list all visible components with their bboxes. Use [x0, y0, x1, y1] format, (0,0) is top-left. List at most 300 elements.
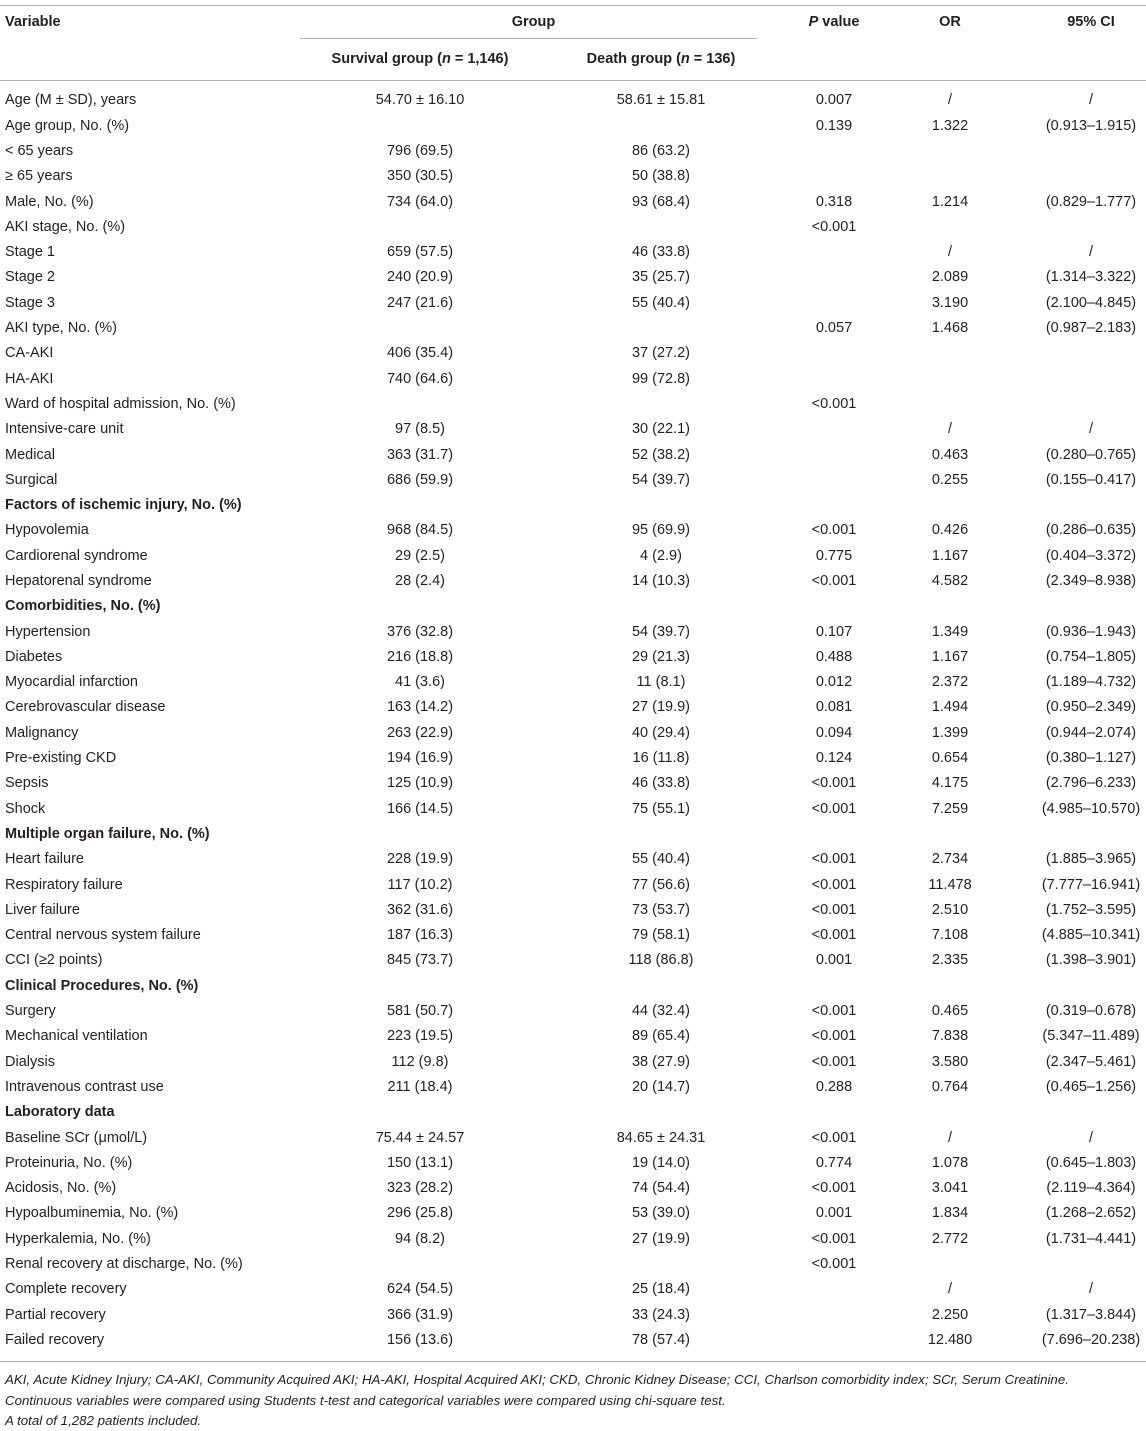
p-value-cell: <0.001	[811, 1129, 857, 1146]
survival-cell: 296 (25.8)	[386, 1205, 454, 1222]
variable-cell: Mechanical ventilation	[5, 1028, 148, 1045]
table-row	[0, 695, 1146, 720]
ci-cell: (0.936–1.943)	[1045, 623, 1137, 640]
survival-cell: 166 (14.5)	[386, 800, 454, 817]
p-value-cell: 0.139	[815, 117, 853, 134]
or-cell: 0.654	[931, 750, 969, 767]
survival-cell: 406 (35.4)	[386, 345, 454, 362]
p-value-cell	[782, 164, 886, 189]
variable-cell: Age group, No. (%)	[5, 117, 130, 134]
p-value-cell: 0.488	[815, 648, 853, 665]
table-row	[0, 443, 1146, 468]
or-cell: 11.478	[928, 876, 972, 893]
section-row	[0, 822, 1146, 847]
table-row	[0, 1328, 1146, 1353]
n-symbol: n	[680, 51, 690, 67]
variable-header: Variable	[5, 14, 61, 30]
variable-cell: Sepsis	[5, 775, 49, 792]
p-value-cell: 0.774	[815, 1154, 853, 1171]
footnote-abbreviations: AKI, Acute Kidney Injury; CA-AKI, Community Acquired AKI; HA-AKI, Hospital Acquired AKI; CKD, Chronic Kidney Disease; CCI, Charlson comorbidity index; SCr, Serum Creatinine.	[5, 1372, 1069, 1387]
table-top-rule	[0, 5, 1146, 6]
survival-cell: 75.44 ± 24.57	[375, 1129, 465, 1146]
survival-cell: 686 (59.9)	[386, 471, 454, 488]
or-header: OR	[939, 14, 961, 30]
ci-cell	[1014, 215, 1146, 240]
death-cell	[540, 1252, 782, 1277]
table-row	[0, 1075, 1146, 1100]
survival-cell: 112 (9.8)	[391, 1053, 449, 1070]
death-cell: 35 (25.7)	[631, 269, 691, 286]
p-value-cell: <0.001	[811, 395, 857, 412]
variable-cell: Surgery	[5, 1003, 56, 1020]
p-value-cell: <0.001	[811, 1256, 857, 1272]
death-cell: 84.65 ± 24.31	[616, 1129, 706, 1146]
death-cell: 78 (57.4)	[631, 1331, 691, 1348]
death-cell	[540, 316, 782, 341]
ci-cell: (2.796–6.233)	[1045, 775, 1137, 792]
table-row	[0, 240, 1146, 265]
variable-cell: Myocardial infarction	[5, 674, 138, 691]
table-row	[0, 265, 1146, 290]
p-value-cell: <0.001	[811, 876, 857, 893]
death-cell: 86 (63.2)	[631, 142, 691, 159]
footnote-methods: Continuous variables were compared using Students t-test and categorical variables were compared using chi-square test.	[5, 1392, 726, 1408]
death-cell: 44 (32.4)	[631, 1003, 691, 1020]
or-cell: 3.190	[931, 294, 969, 311]
survival-cell: 29 (2.5)	[395, 547, 445, 564]
table-row	[0, 190, 1146, 215]
variable-cell: Cerebrovascular disease	[5, 699, 166, 716]
table-row	[0, 1252, 1146, 1277]
survival-cell: 94 (8.2)	[395, 1230, 445, 1247]
variable-cell: CCI (≥2 points)	[5, 952, 103, 969]
survival-cell: 240 (20.9)	[386, 269, 454, 286]
table-row	[0, 898, 1146, 923]
or-cell: 0.465	[931, 1003, 969, 1020]
death-group-label: Death group (	[586, 51, 681, 67]
or-cell	[886, 164, 1014, 189]
ci-cell: (1.317–3.844)	[1045, 1306, 1137, 1323]
table-row	[0, 291, 1146, 316]
table-row	[0, 569, 1146, 594]
table-row	[0, 1024, 1146, 1049]
survival-cell: 156 (13.6)	[386, 1331, 454, 1348]
ci-cell	[1014, 392, 1146, 417]
variable-cell: AKI stage, No. (%)	[5, 218, 126, 235]
death-cell: 27 (19.9)	[631, 1230, 691, 1247]
death-cell	[540, 215, 782, 240]
variable-cell: Hyperkalemia, No. (%)	[5, 1230, 151, 1247]
table-row	[0, 139, 1146, 164]
table-row	[0, 645, 1146, 670]
or-cell: 2.772	[931, 1230, 969, 1247]
ci-cell: (0.286–0.635)	[1045, 522, 1137, 539]
p-value-cell	[782, 1277, 886, 1302]
survival-cell: 194 (16.9)	[386, 750, 454, 767]
section-heading: Factors of ischemic injury, No. (%)	[5, 497, 242, 514]
or-cell: 7.259	[931, 800, 969, 817]
table-row	[0, 721, 1146, 746]
ci-cell: /	[1088, 244, 1094, 261]
p-value-cell: 0.012	[815, 674, 853, 691]
survival-cell: 117 (10.2)	[387, 876, 453, 893]
variable-cell: Ward of hospital admission, No. (%)	[5, 395, 236, 412]
survival-cell: 363 (31.7)	[386, 446, 454, 463]
survival-cell: 362 (31.6)	[386, 901, 454, 918]
p-value-label: value	[818, 14, 860, 30]
or-cell: 1.322	[931, 117, 969, 134]
table-row	[0, 316, 1146, 341]
table-bottom-rule	[0, 1361, 1146, 1362]
header-bottom-rule	[0, 80, 1146, 81]
survival-cell: 366 (31.9)	[386, 1306, 454, 1323]
table-row	[0, 215, 1146, 240]
table-row	[0, 771, 1146, 796]
death-cell: 33 (24.3)	[631, 1306, 691, 1323]
n-symbol: n	[441, 51, 451, 67]
table-row	[0, 873, 1146, 898]
death-cell: 52 (38.2)	[631, 446, 691, 463]
ci-cell: (0.829–1.777)	[1045, 193, 1137, 210]
p-value-cell	[782, 1328, 886, 1353]
variable-cell: Medical	[5, 446, 55, 463]
ci-cell: (1.268–2.652)	[1045, 1205, 1137, 1222]
or-cell: 2.510	[931, 901, 969, 918]
or-cell: 4.175	[931, 775, 969, 792]
survival-cell: 968 (84.5)	[386, 522, 454, 539]
ci-cell: /	[1088, 92, 1094, 109]
ci-cell: (1.752–3.595)	[1045, 901, 1137, 918]
death-cell: 73 (53.7)	[631, 901, 691, 918]
survival-cell	[300, 392, 540, 417]
p-value-cell: 0.057	[815, 320, 853, 337]
survival-cell: 624 (54.5)	[386, 1281, 454, 1298]
death-cell: 55 (40.4)	[631, 294, 691, 311]
variable-cell: Heart failure	[5, 851, 84, 868]
p-value-cell: <0.001	[811, 218, 857, 235]
ci-cell: (2.119–4.364)	[1046, 1180, 1136, 1197]
ci-cell: (4.885–10.341)	[1041, 927, 1141, 944]
p-value-cell	[782, 341, 886, 366]
or-cell: /	[947, 244, 953, 261]
variable-cell: Age (M ± SD), years	[5, 92, 137, 109]
table-row	[0, 417, 1146, 442]
death-cell: 20 (14.7)	[631, 1078, 691, 1095]
p-value-cell	[782, 240, 886, 265]
or-cell: 2.250	[931, 1306, 969, 1323]
ci-cell: (7.696–20.238)	[1041, 1331, 1141, 1348]
death-cell: 38 (27.9)	[631, 1053, 691, 1070]
survival-cell: 41 (3.6)	[395, 674, 445, 691]
ci-cell	[1014, 164, 1146, 189]
ci-cell: (0.645–1.803)	[1045, 1154, 1137, 1171]
or-cell: /	[947, 92, 953, 109]
death-cell: 118 (86.8)	[628, 952, 694, 969]
survival-cell: 216 (18.8)	[386, 648, 454, 665]
ci-cell: /	[1088, 421, 1094, 438]
variable-cell: HA-AKI	[5, 370, 54, 387]
variable-cell: Hypertension	[5, 623, 91, 640]
death-cell: 93 (68.4)	[631, 193, 691, 210]
death-cell: 74 (54.4)	[631, 1180, 691, 1197]
variable-cell: Dialysis	[5, 1053, 55, 1070]
survival-cell: 163 (14.2)	[386, 699, 454, 716]
or-cell	[886, 341, 1014, 366]
survival-cell: 350 (30.5)	[386, 168, 454, 185]
death-cell: 53 (39.0)	[631, 1205, 691, 1222]
death-cell: 4 (2.9)	[640, 547, 682, 564]
or-cell: 7.108	[931, 927, 969, 944]
death-cell: 54 (39.7)	[631, 623, 691, 640]
or-cell: 2.372	[931, 674, 969, 691]
table-row	[0, 1303, 1146, 1328]
p-value-cell: <0.001	[811, 1003, 857, 1020]
p-value-cell: <0.001	[811, 851, 857, 868]
variable-cell: Partial recovery	[5, 1306, 106, 1323]
survival-cell: 211 (18.4)	[387, 1078, 453, 1095]
ci-cell: (0.950–2.349)	[1045, 699, 1137, 716]
or-cell: 1.468	[931, 320, 969, 337]
ci-cell: (0.913–1.915)	[1045, 117, 1137, 134]
table-body	[0, 88, 1146, 1353]
table-row	[0, 544, 1146, 569]
ci-cell	[1014, 367, 1146, 392]
section-heading: Multiple organ failure, No. (%)	[5, 825, 210, 842]
survival-cell: 734 (64.0)	[386, 193, 454, 210]
variable-cell: Stage 3	[5, 294, 55, 311]
or-cell: 4.582	[931, 572, 969, 589]
survival-cell: 125 (10.9)	[386, 775, 454, 792]
ci-cell: (5.347–11.489)	[1042, 1028, 1140, 1045]
table-row	[0, 948, 1146, 973]
ci-cell: (1.398–3.901)	[1045, 952, 1137, 969]
p-value-cell	[782, 265, 886, 290]
p-value-cell	[782, 417, 886, 442]
death-cell: 14 (10.3)	[631, 572, 691, 589]
p-value-cell	[782, 291, 886, 316]
survival-cell: 376 (32.8)	[386, 623, 454, 640]
survival-cell: 581 (50.7)	[386, 1003, 454, 1020]
table-row	[0, 367, 1146, 392]
ci-cell: /	[1088, 1281, 1094, 1298]
variable-cell: Respiratory failure	[5, 876, 123, 893]
survival-cell: 323 (28.2)	[386, 1180, 454, 1197]
survival-cell: 659 (57.5)	[386, 244, 454, 261]
death-cell	[540, 392, 782, 417]
ci-header: 95% CI	[1067, 14, 1115, 30]
p-value-cell	[782, 443, 886, 468]
death-cell: 25 (18.4)	[631, 1281, 691, 1298]
variable-cell: Stage 1	[5, 244, 55, 261]
table-footnotes	[5, 1370, 1069, 1431]
or-cell	[886, 367, 1014, 392]
survival-cell	[300, 316, 540, 341]
ci-cell	[1014, 341, 1146, 366]
variable-cell: < 65 years	[5, 142, 74, 159]
ci-cell: (0.944–2.074)	[1045, 724, 1137, 741]
variable-cell: Failed recovery	[5, 1331, 105, 1348]
death-cell: 19 (14.0)	[631, 1154, 691, 1171]
survival-cell: 187 (16.3)	[386, 927, 454, 944]
p-value-cell: 0.001	[815, 1205, 853, 1222]
or-cell: 0.426	[931, 522, 969, 539]
death-cell: 77 (56.6)	[631, 876, 691, 893]
death-cell: 55 (40.4)	[631, 851, 691, 868]
death-cell: 95 (69.9)	[631, 522, 691, 539]
variable-cell: Hypovolemia	[5, 522, 89, 539]
table-row	[0, 1277, 1146, 1302]
or-cell: 3.041	[931, 1180, 969, 1197]
variable-cell: Pre-existing CKD	[5, 750, 117, 767]
or-cell: 2.734	[931, 851, 969, 868]
death-cell: 27 (19.9)	[631, 699, 691, 716]
death-cell: 11 (8.1)	[636, 674, 686, 691]
section-heading: Clinical Procedures, No. (%)	[5, 977, 199, 994]
p-value-cell	[782, 139, 886, 164]
or-cell: 1.167	[931, 648, 969, 665]
variable-cell: AKI type, No. (%)	[5, 320, 118, 337]
or-cell: 1.494	[931, 699, 969, 716]
or-cell	[886, 139, 1014, 164]
table-row	[0, 1176, 1146, 1201]
p-value-cell: <0.001	[811, 1053, 857, 1070]
variable-cell: Renal recovery at discharge, No. (%)	[5, 1256, 243, 1272]
ci-cell: (0.465–1.256)	[1045, 1078, 1137, 1095]
p-value-cell: 0.007	[815, 92, 853, 109]
table-row	[0, 518, 1146, 543]
variable-cell: Shock	[5, 800, 46, 817]
or-cell: 1.167	[931, 547, 969, 564]
variable-cell: Liver failure	[5, 901, 80, 918]
p-value-cell: <0.001	[811, 800, 857, 817]
section-heading: Comorbidities, No. (%)	[5, 598, 161, 615]
table-row	[0, 797, 1146, 822]
death-cell: 37 (27.2)	[631, 345, 691, 362]
ci-cell: /	[1088, 1129, 1094, 1146]
or-cell: /	[947, 1281, 953, 1298]
death-group-count: = 136)	[689, 51, 736, 67]
death-cell: 30 (22.1)	[631, 421, 691, 438]
p-value-cell	[782, 367, 886, 392]
ci-cell: (1.189–4.732)	[1045, 674, 1137, 691]
or-cell: 1.078	[931, 1154, 969, 1171]
or-cell: 12.480	[927, 1331, 973, 1348]
table-row	[0, 746, 1146, 771]
death-group-header	[540, 49, 782, 69]
table-row	[0, 114, 1146, 139]
ci-cell: (0.404–3.372)	[1045, 547, 1137, 564]
survival-cell: 97 (8.5)	[395, 421, 445, 438]
variable-cell: Complete recovery	[5, 1281, 127, 1298]
p-value-header	[782, 12, 886, 32]
ci-cell: (7.777–16.941)	[1041, 876, 1141, 893]
death-cell: 40 (29.4)	[631, 724, 691, 741]
group-header: Group	[511, 14, 556, 30]
ci-cell: (0.380–1.127)	[1045, 750, 1137, 767]
or-cell	[886, 215, 1014, 240]
p-value-cell: 0.288	[815, 1078, 853, 1095]
death-cell	[540, 114, 782, 139]
variable-cell: Diabetes	[5, 648, 63, 665]
variable-cell: Proteinuria, No. (%)	[5, 1154, 133, 1171]
table-row	[0, 1050, 1146, 1075]
p-value-cell: <0.001	[811, 927, 857, 944]
survival-cell	[300, 215, 540, 240]
death-cell: 54 (39.7)	[631, 471, 691, 488]
section-row	[0, 1100, 1146, 1125]
death-cell: 29 (21.3)	[631, 648, 691, 665]
p-value-cell: <0.001	[811, 1028, 857, 1045]
or-cell: 1.399	[931, 724, 969, 741]
death-cell: 50 (38.8)	[631, 168, 691, 185]
p-value-cell: <0.001	[811, 1230, 857, 1247]
table-row	[0, 1151, 1146, 1176]
variable-cell: Central nervous system failure	[5, 927, 201, 944]
ci-cell: (0.754–1.805)	[1045, 648, 1137, 665]
survival-cell: 28 (2.4)	[395, 572, 445, 589]
ci-cell: (0.155–0.417)	[1045, 471, 1137, 488]
variable-cell: Intensive-care unit	[5, 421, 124, 438]
table-row	[0, 847, 1146, 872]
survival-cell: 228 (19.9)	[386, 851, 454, 868]
table-row	[0, 1201, 1146, 1226]
p-value-cell: 0.107	[815, 623, 853, 640]
survival-cell: 247 (21.6)	[386, 294, 454, 311]
variable-cell: ≥ 65 years	[5, 168, 73, 185]
table-row	[0, 392, 1146, 417]
ci-cell: (1.314–3.322)	[1045, 269, 1137, 286]
death-cell: 79 (58.1)	[631, 927, 691, 944]
survival-group-label: Survival group (	[331, 51, 442, 67]
survival-group-count: = 1,146)	[450, 51, 509, 67]
or-cell: /	[947, 1129, 953, 1146]
or-cell: 2.089	[931, 269, 969, 286]
survival-group-header	[300, 49, 540, 69]
variable-cell: Acidosis, No. (%)	[5, 1180, 117, 1197]
death-cell: 58.61 ± 15.81	[616, 92, 706, 109]
death-cell: 46 (33.8)	[631, 244, 691, 261]
ci-cell: (2.100–4.845)	[1045, 294, 1137, 311]
variable-cell: Baseline SCr (μmol/L)	[5, 1129, 148, 1146]
or-cell: 3.580	[931, 1053, 969, 1070]
p-value-cell	[782, 1303, 886, 1328]
footnote-total: A total of 1,282 patients included.	[5, 1413, 202, 1428]
ci-cell: (1.731–4.441)	[1045, 1230, 1137, 1247]
p-value-cell: 0.081	[815, 699, 853, 716]
table-row	[0, 341, 1146, 366]
p-value-cell: 0.094	[815, 724, 853, 741]
or-cell: /	[947, 421, 953, 438]
or-cell: 0.463	[931, 446, 969, 463]
or-cell: 1.349	[931, 623, 969, 640]
variable-cell: Intravenous contrast use	[5, 1078, 164, 1095]
table-row	[0, 164, 1146, 189]
section-row	[0, 594, 1146, 619]
table-row	[0, 620, 1146, 645]
p-value-cell: 0.124	[815, 750, 853, 767]
survival-cell: 740 (64.6)	[386, 370, 454, 387]
variable-cell: Stage 2	[5, 269, 55, 286]
or-cell: 0.764	[931, 1078, 969, 1095]
death-cell: 99 (72.8)	[631, 370, 691, 387]
survival-cell: 263 (22.9)	[386, 724, 454, 741]
variable-cell: Hypoalbuminemia, No. (%)	[5, 1205, 179, 1222]
or-cell: 1.214	[931, 193, 969, 210]
section-row	[0, 974, 1146, 999]
ci-cell: (2.349–8.938)	[1045, 572, 1137, 589]
p-value-cell: 0.001	[815, 952, 853, 969]
variable-cell: CA-AKI	[5, 345, 54, 362]
